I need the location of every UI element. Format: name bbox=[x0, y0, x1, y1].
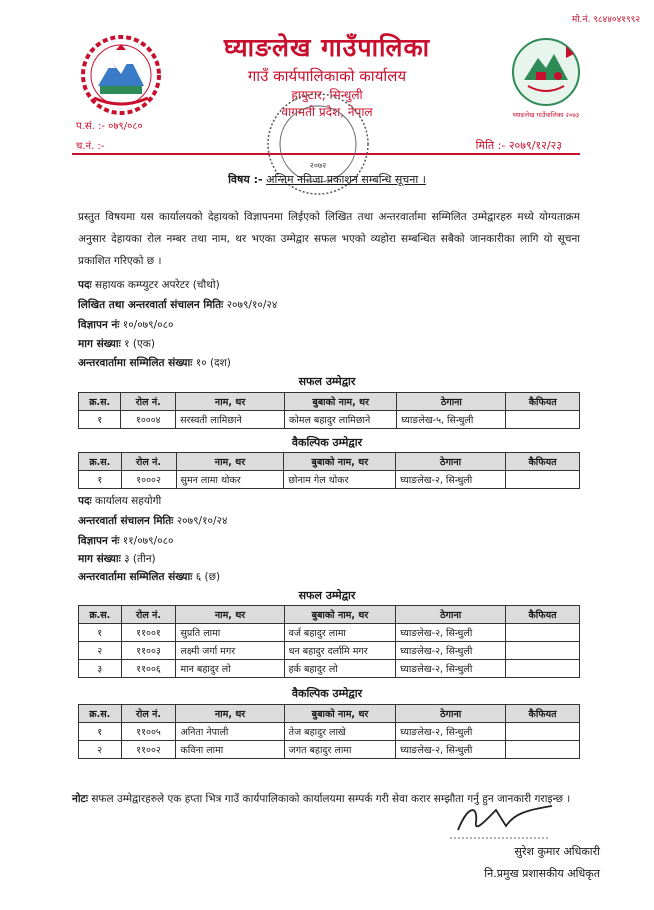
table-cell bbox=[506, 741, 580, 759]
table-cell: १ bbox=[79, 471, 122, 489]
table-cell: १ bbox=[79, 723, 122, 741]
table-header-cell: क्र.स. bbox=[79, 606, 122, 624]
table-row bbox=[79, 642, 580, 660]
ref-number: प.सं. :- ०७९/०८० bbox=[76, 121, 143, 132]
table-cell: घ्याङलेख-२, सिन्धुली bbox=[396, 624, 506, 642]
table-cell: सुप्रति लामा bbox=[176, 624, 284, 642]
note-text: नोटः सफल उम्मेद्वारहरुले एक हप्ता भित्र गाउँ कार्यपालिकाको कार्यालयमा सम्पर्क गरी सेवा करार सम्झौता गर्नु हुन जानकारी गराइन्छ । bbox=[72, 793, 571, 805]
phone-number: मो.नं. ९८४४०४१९९२ bbox=[571, 15, 640, 25]
table-cell bbox=[506, 642, 580, 660]
table-header-cell: ठेगाना bbox=[396, 606, 506, 624]
dispatch-number: च.नं. :- bbox=[76, 141, 105, 152]
table-header-cell: कैफियत bbox=[506, 393, 580, 411]
table-cell bbox=[506, 471, 580, 489]
table-header-cell: रोल नं. bbox=[121, 393, 176, 411]
table-row bbox=[79, 624, 580, 642]
table-cell: कविना लामा bbox=[176, 741, 284, 759]
table-cell: धन बहादुर दर्लामि मगर bbox=[284, 642, 396, 660]
table-header-cell: बुबाको नाम, थर bbox=[284, 705, 396, 723]
post1-title: पदः सहायक कम्प्युटर अपरेटर (चौथो) bbox=[78, 279, 220, 291]
table-cell: घ्याङलेख-२, सिन्धुली bbox=[396, 723, 506, 741]
table-row bbox=[79, 723, 580, 741]
table-cell bbox=[506, 660, 580, 678]
table-cell: घ्याङलेख-२, सिन्धुली bbox=[396, 660, 506, 678]
table-header-row bbox=[79, 393, 580, 411]
table-header-cell: कैफियत bbox=[506, 453, 580, 471]
table-header-cell: बुबाको नाम, थर bbox=[284, 606, 396, 624]
table-row bbox=[79, 741, 580, 759]
table-header-cell: नाम, थर bbox=[176, 453, 284, 471]
table-header-cell: नाम, थर bbox=[176, 393, 285, 411]
signatory-designation: नि.प्रमुख प्रशासकीय अधिकृत bbox=[484, 867, 600, 880]
post2-alt-table bbox=[78, 704, 580, 759]
table-cell: ११००१ bbox=[121, 624, 176, 642]
table-header-cell: नाम, थर bbox=[176, 606, 284, 624]
svg-text:२०७२: २०७२ bbox=[309, 161, 327, 170]
table-header-row bbox=[79, 705, 580, 723]
post1-demand: माग संख्याः १ (एक) bbox=[78, 338, 155, 350]
table-row bbox=[79, 660, 580, 678]
office-name: घ्याङलेख गाउँपालिका bbox=[223, 33, 431, 62]
table-header-cell: क्र.स. bbox=[79, 453, 122, 471]
table-header-cell: रोल नं. bbox=[121, 606, 176, 624]
subject-line: विषय :- अन्तिम नतिजा प्रकाशन सम्बन्धि सूचना । bbox=[228, 173, 426, 186]
post1-exam-date: लिखित तथा अन्तरवार्ता संचालन मितिः २०७९/१०/२४ bbox=[78, 299, 278, 311]
table-header-cell: ठेगाना bbox=[396, 453, 506, 471]
table-cell: तेज बहादुर लाखे bbox=[284, 723, 396, 741]
table-header-row bbox=[79, 606, 580, 624]
table-cell: वर्ज बहादुर लामा bbox=[284, 624, 396, 642]
table-header-cell: बुबाको नाम, थर bbox=[284, 453, 396, 471]
table-header-cell: नाम, थर bbox=[176, 705, 284, 723]
office-subtitle: गाउँ कार्यपालिकाको कार्यालय bbox=[247, 67, 407, 85]
post1-success-heading: सफल उम्मेद्वार bbox=[298, 375, 356, 388]
table-cell: ११००५ bbox=[121, 723, 176, 741]
post2-title: पदः कार्यालय सहयोगी bbox=[78, 495, 162, 507]
table-cell: घ्याङलेख-५, सिन्धुली bbox=[397, 411, 506, 429]
post1-alt-heading: वैकल्पिक उम्मेद्वार bbox=[291, 436, 363, 449]
table-cell: १०००४ bbox=[121, 411, 176, 429]
post2-alt-heading: वैकल्पिक उम्मेद्वार bbox=[291, 687, 363, 700]
right-logo-caption: घ्याङलेख गाउँपालिका २०७३ bbox=[512, 111, 580, 119]
table-cell: १ bbox=[79, 624, 122, 642]
address-line-1: हायुटार, सिन्धुली bbox=[291, 88, 363, 102]
post2-success-table bbox=[78, 605, 580, 678]
table-cell: सुमन लामा थोकर bbox=[176, 471, 284, 489]
post1-alt-table bbox=[78, 452, 580, 489]
table-cell: घ्याङलेख-२, सिन्धुली bbox=[396, 642, 506, 660]
table-cell: १ bbox=[79, 411, 121, 429]
letter-date: मिति :- २०७९/१२/२३ bbox=[475, 139, 562, 152]
table-cell: कोमल बहादुर लामिछाने bbox=[285, 411, 397, 429]
table-header-cell: क्र.स. bbox=[79, 393, 121, 411]
table-cell: छोनाम गेल थोकर bbox=[284, 471, 396, 489]
table-header-cell: बुबाको नाम, थर bbox=[285, 393, 397, 411]
post2-ad-number: विज्ञापन नंः ११/०७९/०८० bbox=[78, 535, 174, 547]
table-header-cell: ठेगाना bbox=[397, 393, 506, 411]
signatory-name: सुरेश कुमार अधिकारी bbox=[514, 845, 600, 858]
table-cell: लक्ष्मी जर्गा मगर bbox=[176, 642, 284, 660]
table-cell bbox=[506, 624, 580, 642]
table-header-cell: क्र.स. bbox=[79, 705, 122, 723]
table-header-row bbox=[79, 453, 580, 471]
post1-success-table bbox=[78, 392, 580, 429]
table-cell: ३ bbox=[79, 660, 122, 678]
post2-exam-date: अन्तरवार्ता संचालन मितिः २०७९/१०/२४ bbox=[78, 515, 228, 527]
post2-participants: अन्तरवार्तामा सम्मिलित संख्याः ६ (छ) bbox=[78, 571, 221, 583]
table-cell: जगत बहादुर लामा bbox=[284, 741, 396, 759]
table-cell: मान बहादुर लो bbox=[176, 660, 284, 678]
table-row bbox=[79, 411, 580, 429]
table-header-cell: कैफियत bbox=[506, 606, 580, 624]
table-cell: २ bbox=[79, 642, 122, 660]
table-header-cell: कैफियत bbox=[506, 705, 580, 723]
address-line-2: वागमती प्रदेश, नेपाल bbox=[281, 105, 373, 119]
table-cell: ११००६ bbox=[121, 660, 176, 678]
post1-participants: अन्तरवार्तामा सम्मिलित संख्याः १० (दश) bbox=[78, 357, 231, 369]
table-cell: ११००२ bbox=[121, 741, 176, 759]
table-cell: ११००३ bbox=[121, 642, 176, 660]
table-cell bbox=[506, 411, 580, 429]
signature-icon bbox=[448, 800, 558, 842]
table-cell: सरस्वती लामिछाने bbox=[176, 411, 285, 429]
table-header-cell: रोल नं. bbox=[121, 705, 176, 723]
post2-demand: माग संख्याः ३ (तीन) bbox=[78, 553, 156, 565]
table-cell: २ bbox=[79, 741, 122, 759]
table-cell: हर्क बहादुर लो bbox=[284, 660, 396, 678]
intro-paragraph: प्रस्तुत विषयमा यस कार्यालयको देहायको विज्ञापनमा लिईएको लिखित तथा अन्तरवार्तामा सम्मिलित उम्मेद्वारहरु मध्ये योग्यताक्रम अनुसार देहायका रोल नम्बर तथा नाम, थर भएका उम्मेद्वार सफल भएको व्यहोरा सम्बन्धित सबैको जानकारीका लागि यो सूचना प्रकाशित गरिएको छ । bbox=[78, 211, 580, 267]
table-cell bbox=[506, 723, 580, 741]
table-header-cell: ठेगाना bbox=[396, 705, 506, 723]
post2-success-heading: सफल उम्मेद्वार bbox=[298, 589, 356, 602]
table-header-cell: रोल नं. bbox=[121, 453, 176, 471]
table-cell: अनिता नेपाली bbox=[176, 723, 284, 741]
table-cell: १०००२ bbox=[121, 471, 176, 489]
table-cell: घ्याङलेख-२, सिन्धुली bbox=[396, 471, 506, 489]
table-cell: घ्याङलेख-२, सिन्धुली bbox=[396, 741, 506, 759]
post1-ad-number: विज्ञापन नंः १०/०७९/०८० bbox=[78, 319, 174, 331]
table-row bbox=[79, 471, 580, 489]
